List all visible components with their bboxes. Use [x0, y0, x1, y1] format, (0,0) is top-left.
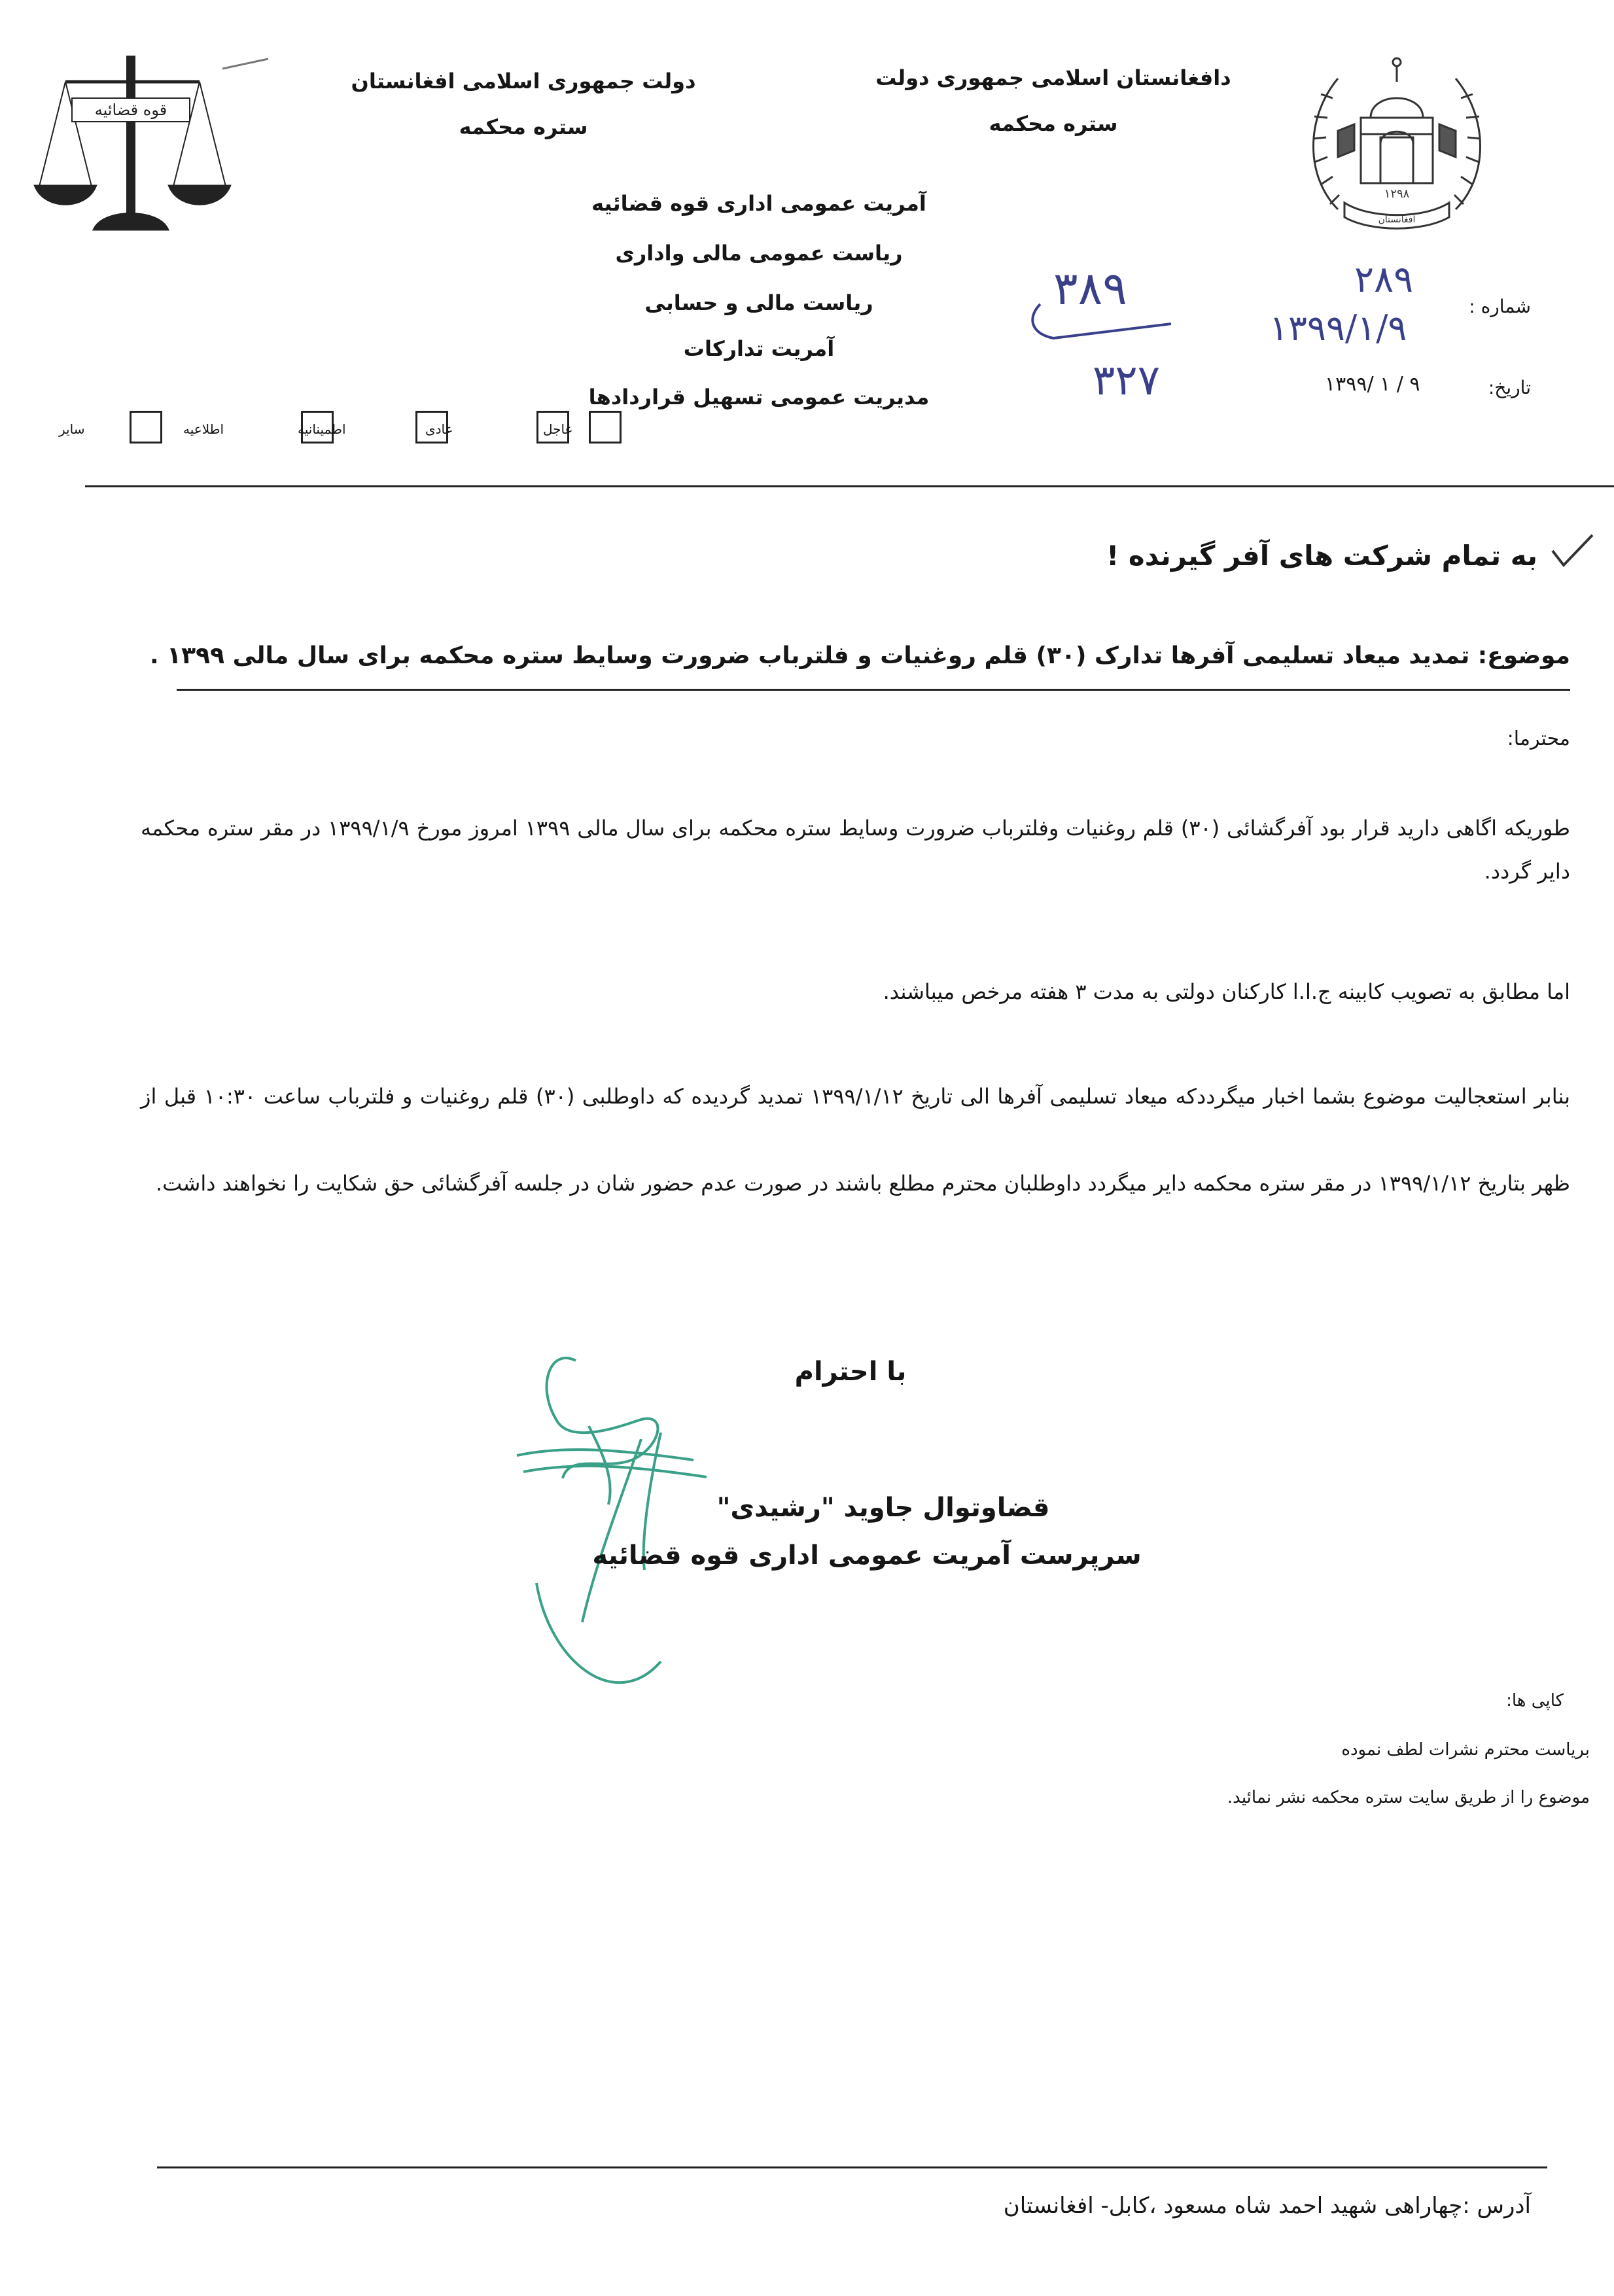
recipient-line: به تمام شرکت های آفر گیرنده ! — [1106, 540, 1537, 572]
paragraph-2: اما مطابق به تصویب کابینه ج.ا.ا کارکنان دولتی به مدت ۳ هفته مرخص میباشند. — [883, 979, 1570, 1004]
signer-name: قضاوتوال جاوید "رشیدی" — [716, 1493, 1050, 1523]
priority-urgent[interactable] — [543, 407, 635, 446]
number-date-written: ۱۳۹۹/۱/۹ — [1269, 307, 1407, 349]
emblem-caption: افغانستان — [1378, 215, 1416, 225]
dept-line-4: آمریت تدارکات — [683, 336, 835, 361]
priority-other-label: سایر — [59, 421, 85, 437]
priority-notice-label: اطلاعیه — [183, 421, 224, 437]
emblem-year: ۱۲۹۸ — [1384, 187, 1410, 201]
logo-text: قوه قضائیه — [94, 101, 167, 119]
dept-line-3: ریاست مالی و حسابی — [644, 290, 873, 315]
paragraph-3: بنابر استعجالیت موضوع بشما اخبار میگرددکه میعاد تسلیمی آفرها الی تاریخ ۱۳۹۹/۱/۱۲ تمدید گردیده که داوطلبی (۳۰) قلم روغنیات و فلترباب ساعت ۱۰:۳۰ قبل از ظهر بتاریخ ۱۳۹۹/۱/۱۲ در مقر ستره محکمه دایر میگردد داوطلبان محترم مطلع باشند در صورت عدم حضور شان در جلسه آفرگشائی حق شکایت را نخواهند داشت. — [141, 1084, 1571, 1196]
header-left-subtitle: ستره محکمه — [459, 114, 588, 139]
date-value: ۱۳۹۹/ ۱ / ۹ — [1325, 373, 1420, 396]
date-label: تاریخ: — [1488, 377, 1531, 398]
number-value: ۲۸۹ — [1354, 258, 1414, 301]
footer-address: آدرس :چهاراهی شهید احمد شاه مسعود ،کابل- افغانستان — [1003, 2193, 1531, 2219]
judiciary-scales-logo — [26, 46, 275, 242]
subject-underline — [177, 689, 1570, 691]
inbound-second: ۳۲۷ — [1093, 357, 1161, 405]
priority-other[interactable] — [59, 407, 170, 446]
priority-notice[interactable] — [183, 407, 314, 446]
signer-title: سرپرست آمریت عمومی اداری قوه قضائیه — [592, 1540, 1142, 1571]
paragraph-1: طوریکه اگاهی دارید قرار بود آفرگشائی (۳۰) قلم روغنیات وفلترباب ضرورت وسایط ستره محکمه برای سال مالی ۱۳۹۹ امروز مورخ ۱۳۹۹/۱/۹ در مقر ستره محکمه دایر گردد. — [141, 816, 1571, 884]
priority-normal-label: عادی — [425, 421, 453, 437]
national-emblem — [1299, 46, 1495, 235]
header-right-subtitle: ستره محکمه — [989, 111, 1118, 136]
copies-line-2: موضوع را از طریق سایت ستره محکمه نشر نمائید. — [1227, 1788, 1590, 1807]
footer-divider — [157, 2166, 1547, 2168]
checkmark-icon — [1549, 531, 1595, 570]
copies-line-1: بریاست محترم نشرات لطف نموده — [1341, 1740, 1590, 1760]
copies-label: کاپی ها: — [1506, 1691, 1564, 1711]
priority-other-checkbox[interactable] — [130, 411, 162, 444]
inbound-bracket-icon — [1027, 298, 1184, 350]
priority-urgent-label: عاجل — [543, 421, 573, 437]
salutation: محترما: — [1507, 727, 1570, 750]
number-label: شماره : — [1469, 296, 1531, 317]
header-divider — [85, 485, 1614, 487]
header-left-title: دولت جمهوری اسلامی افغانستان — [351, 69, 696, 94]
inbound-number: ۳۸۹ — [1053, 262, 1127, 315]
dept-line-2: ریاست عمومی مالی واداری — [615, 241, 903, 266]
priority-checkboxes — [59, 407, 635, 453]
closing: با احترام — [794, 1357, 907, 1387]
subject-line: موضوع: تمدید میعاد تسلیمی آفرها تدارک (۳۰) قلم روغنیات و فلترباب ضرورت وسایط ستره محکمه برای سال مالی ۱۳۹۹ . — [149, 642, 1570, 669]
header-right-title: دافغانستان اسلامی جمهوری دولت — [875, 65, 1231, 90]
dept-line-5: مدیریت عمومی تسهیل قراردادها — [588, 385, 930, 409]
priority-confidential-label: اطمینانیه — [298, 421, 346, 437]
handwritten-signature — [510, 1348, 746, 1714]
dept-line-1: آمریت عمومی اداری قوه قضائیه — [591, 191, 926, 216]
priority-normal[interactable] — [425, 407, 556, 446]
priority-urgent-checkbox[interactable] — [589, 411, 622, 444]
